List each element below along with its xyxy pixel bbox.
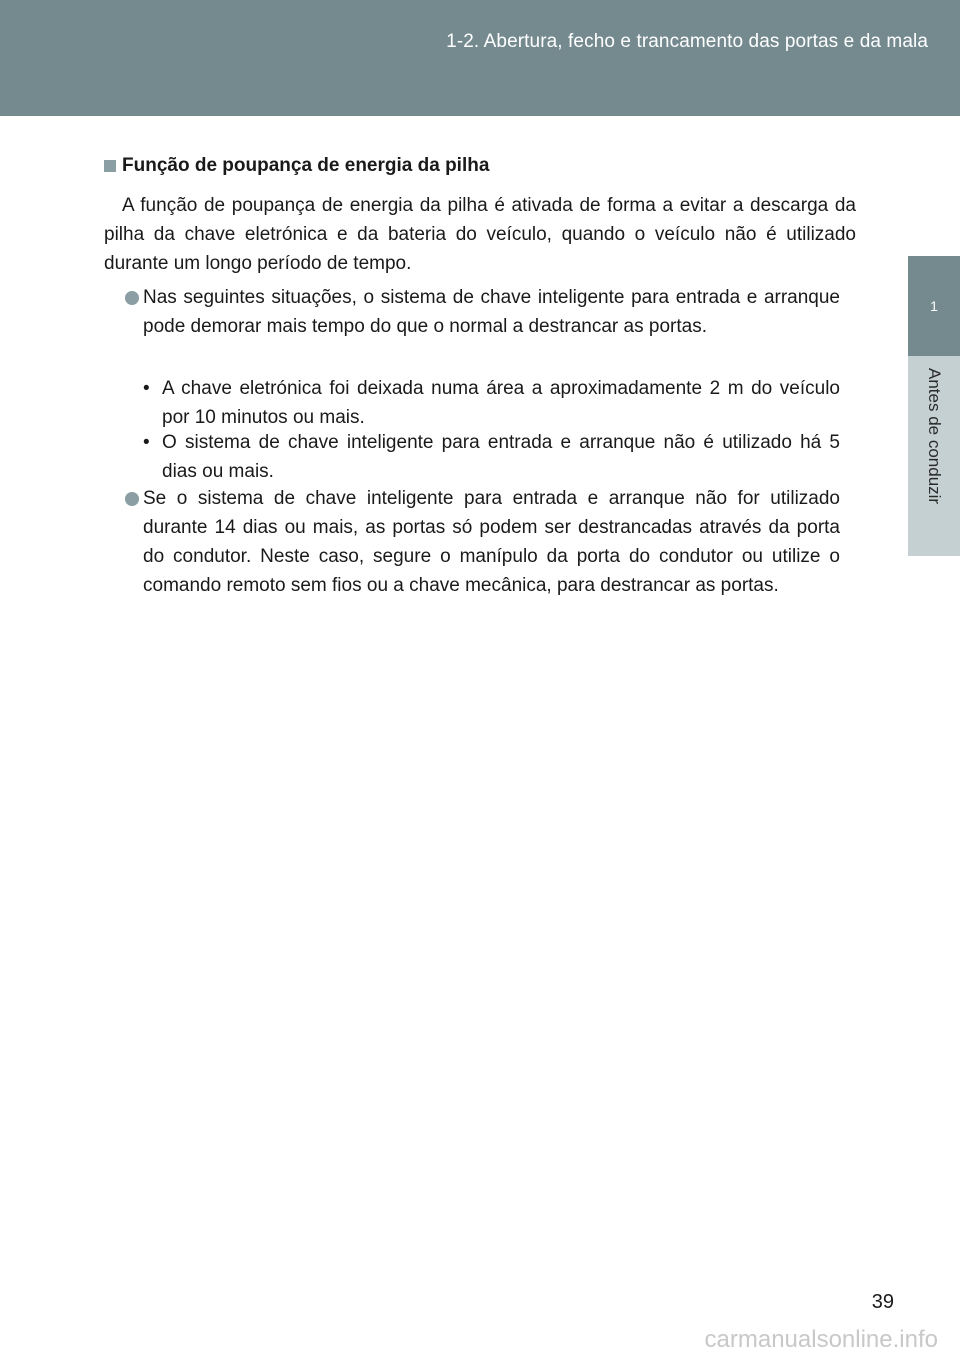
list-item-text: Nas seguintes situações, o sistema de chave inteligente para entrada e arranque pode demorar mais tempo do que o normal a destrancar as portas. — [143, 287, 840, 337]
sub-list-item-text: O sistema de chave inteligente para entrada e arranque não é utilizado há 5 dias ou mais. — [162, 432, 840, 482]
list-item — [104, 283, 840, 341]
sub-list-item — [143, 428, 840, 486]
page-header — [0, 0, 960, 116]
list-item-text: Se o sistema de chave inteligente para entrada e arranque não for utilizado durante 14 dias ou mais, as portas só podem ser destrancadas através da porta do condutor. Neste caso, segure o manípulo da porta do condutor ou utilize o comando remoto sem fios ou a chave mecânica, para destrancar as portas. — [143, 488, 840, 596]
page-number: 39 — [871, 1291, 894, 1313]
section-heading-text: Função de poupança de energia da pilha — [122, 155, 490, 176]
sub-list-item — [143, 374, 840, 432]
intro-paragraph: A função de poupança de energia da pilha é ativada de forma a evitar a descarga da pilha da chave eletrónica e da bateria do veículo, quando o veículo não é utilizado durante um longo período de tempo. — [104, 195, 856, 274]
section-heading — [104, 155, 489, 177]
chapter-title: 1-2. Abertura, fecho e trancamento das portas e da mala — [446, 31, 928, 52]
circle-bullet-icon — [125, 492, 139, 506]
circle-bullet-icon — [125, 291, 139, 305]
watermark: carmanualsonline.info — [704, 1326, 938, 1353]
chapter-tab-label-text: Antes de conduzir — [925, 368, 944, 505]
list-item — [104, 484, 840, 600]
square-bullet-icon — [104, 160, 116, 172]
chapter-tab-label — [908, 356, 960, 556]
dot-bullet-icon: • — [143, 378, 150, 399]
dot-bullet-icon: • — [143, 432, 150, 453]
sub-list-item-text: A chave eletrónica foi deixada numa área a aproximadamente 2 m do veículo por 10 minutos ou mais. — [162, 378, 840, 428]
chapter-tab-number: 1 — [908, 256, 960, 356]
